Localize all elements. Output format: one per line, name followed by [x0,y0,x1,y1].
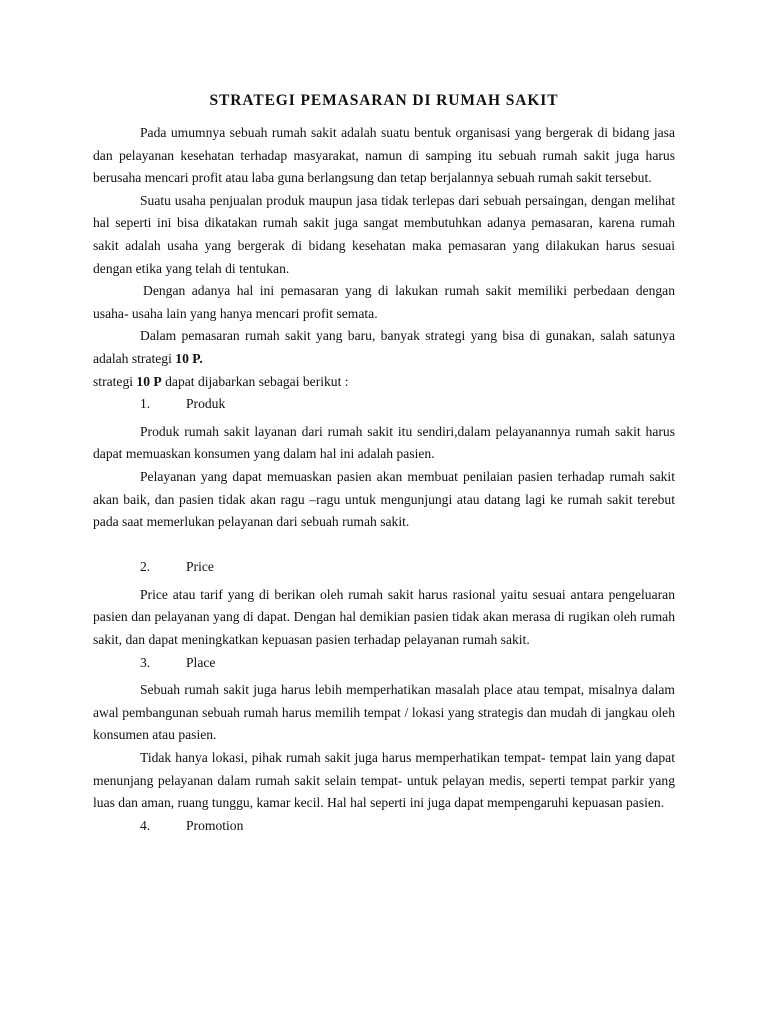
strategy-text: Dalam pemasaran rumah sakit yang baru, banyak strategi yang bisa di gunakan, salah satunya adalah strategi [93,328,675,366]
strategy-10p-bold: 10 P. [175,350,203,366]
list-item-heading: Promotion [186,817,244,833]
list-item-number: 1. [140,396,151,412]
strategy-list-text-before: strategi [93,373,137,389]
spacer [93,534,675,557]
list-item-produk [93,393,675,416]
paragraph-strategy [93,325,675,370]
list-item-heading: Place [186,654,216,670]
item-paragraph: Sebuah rumah sakit juga harus lebih memperhatikan masalah place atau tempat, misalnya dalam awal pembangunan sebuah rumah harus memilih tempat / lokasi yang strategis dan mudah di jangkau oleh konsumen atau pasien. [93,682,675,743]
list-item-place [93,652,675,675]
document-title: STRATEGI PEMASARAN DI RUMAH SAKIT [209,92,559,109]
item-paragraph: Price atau tarif yang di berikan oleh rumah sakit harus rasional yaitu sesuai antara pengeluaran pasien dan pelayanan yang di dapat. Dengan hal demikian pasien tidak akan merasa di rugikan oleh rumah sakit, dan dapat meningkatkan kepuasan pasien terhadap pelayanan rumah sakit. [93,586,675,648]
strategy-list-text-after: dapat dijabarkan sebagai berikut : [161,373,349,389]
list-item-price [93,556,675,579]
item-paragraph: Pelayanan yang dapat memuaskan pasien akan membuat penilaian pasien terhadap rumah sakit akan baik, dan pasien tidak akan ragu –ragu untuk mengunjungi atau datang lagi ke rumah sakit terebut pada saat memerlukan pelayanan dari sebuah rumah sakit. [93,468,675,530]
item-paragraph: Tidak hanya lokasi, pihak rumah sakit juga harus memperhatikan tempat- tempat lain yang dapat menunjang pelayanan dalam rumah sakit selain tempat- untuk pelayan medis, seperti tempat parkir yang luas dan aman, ruang tunggu, kamar kecil. Hal hal seperti ini juga dapat mempengaruhi kepuasan pasien. [93,750,675,811]
list-item-heading: Price [186,559,214,575]
list-item-number: 4. [140,817,151,833]
paragraph-competition: Suatu usaha penjualan produk maupun jasa tidak terlepas dari sebuah persaingan, dengan melihat hal seperti ini bisa dikatakan rumah sakit juga sangat membutuhkan adanya pemasaran, karena rumah sakit adalah usaha yang bergerak di bidang kesehatan maka pemasaran yang dilakukan harus sesuai dengan etika yang telah di tentukan. [93,192,675,276]
item-paragraph: Produk rumah sakit layanan dari rumah sakit itu sendiri,dalam pelayanannya rumah sakit harus dapat memuaskan konsumen yang dalam hal ini adalah pasien. [93,423,675,462]
list-item-number: 2. [140,559,151,575]
paragraph-strategy-list-intro [93,371,675,394]
document-content [93,90,675,837]
list-item-heading: Produk [186,396,226,412]
paragraph-difference: Dengan adanya hal ini pemasaran yang di lakukan rumah sakit memiliki perbedaan dengan usaha- usaha lain yang hanya mencari profit semata. [93,283,675,321]
paragraph-intro: Pada umumnya sebuah rumah sakit adalah suatu bentuk organisasi yang bergerak di bidang jasa dan pelayanan kesehatan terhadap masyarakat, namun di samping itu sebuah rumah sakit juga harus berusaha mencari profit atau laba guna berlangsung dan tetap berjalannya sebuah rumah sakit tersebut. [93,125,675,186]
strategy-list-bold: 10 P [136,373,162,389]
list-item-promotion [93,815,675,838]
list-item-number: 3. [140,654,151,670]
